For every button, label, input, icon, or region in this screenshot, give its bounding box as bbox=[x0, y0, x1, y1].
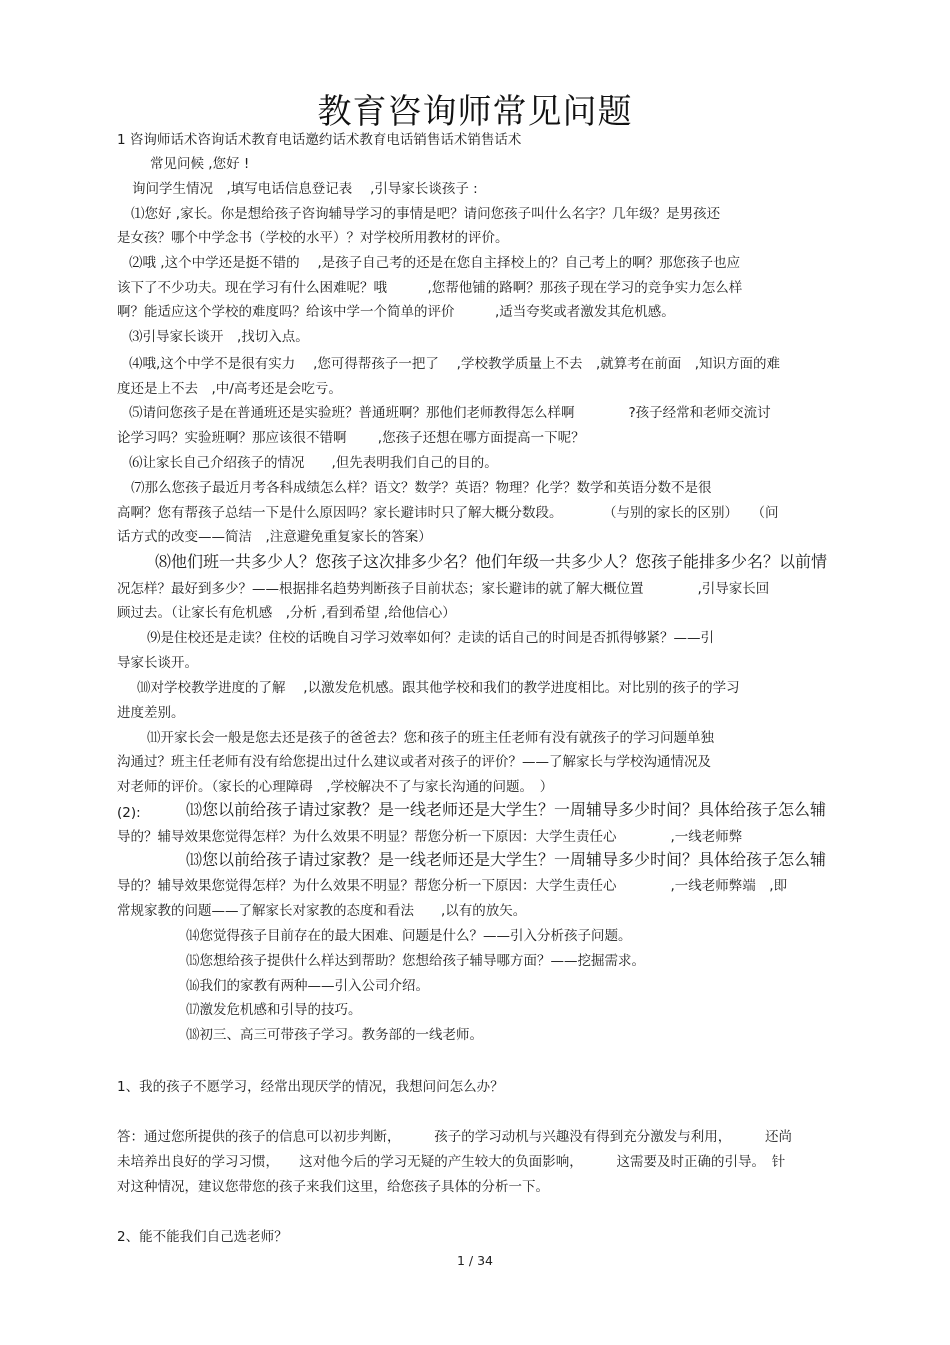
text-line: ⑹让家长自己介绍孩子的情况 ,但先表明我们自己的目的。 bbox=[129, 455, 498, 471]
document-title: 教育咨询师常见问题 bbox=[317, 92, 633, 132]
text-line: 对老师的评价。（家长的心理障碍 ,学校解决不了与家长沟通的问题。 ） bbox=[117, 779, 554, 795]
section-label: (2): bbox=[117, 805, 141, 821]
text-line: 况怎样？最好到多少？——根据排名趋势判断孩子目前状态；家长避讳的就了解大概位置 ,引导家长回 bbox=[117, 581, 770, 597]
text-line: 1 咨询师话术咨询话术教育电话邀约话术教育电话销售话术销售话术 bbox=[117, 132, 522, 148]
text-line: 是女孩？哪个中学念书（学校的水平）？对学校所用教材的评价。 bbox=[117, 230, 509, 246]
question-heading: 1、我的孩子不愿学习，经常出现厌学的情况，我想问问怎么办？ bbox=[117, 1079, 504, 1095]
text-line: ⑾开家长会一般是您去还是孩子的爸爸去？您和孩子的班主任老师有没有就孩子的学习问题单独 bbox=[147, 730, 714, 746]
text-line: ⒄激发危机感和引导的技巧。 bbox=[186, 1002, 362, 1018]
answer-line: 对这种情况，建议您带您的孩子来我们这里，给您孩子具体的分析一下。 bbox=[117, 1179, 549, 1195]
text-line: 导家长谈开。 bbox=[117, 655, 198, 671]
text-line: ⑵哦 ,这个中学还是挺不错的 ,是孩子自己考的还是在您自主择校上的？自己考上的啊？那您孩子也应 bbox=[129, 255, 741, 271]
text-line: 导的？辅导效果您觉得怎样？为什么效果不明显？帮您分析一下原因：大学生责任心 ,一线老师弊 bbox=[117, 829, 743, 845]
text-line: ⑽对学校教学进度的了解 ,以激发危机感。跟其他学校和我们的教学进度相比。对比别的孩子的学习 bbox=[137, 680, 740, 696]
text-line: ⒀您以前给孩子请过家教？是一线老师还是大学生？一周辅导多少时间？具体给孩子怎么辅 bbox=[186, 800, 827, 819]
text-line: ⒀您以前给孩子请过家教？是一线老师还是大学生？一周辅导多少时间？具体给孩子怎么辅 bbox=[186, 850, 827, 869]
question-heading: 2、能不能我们自己选老师？ bbox=[117, 1229, 288, 1245]
text-line: ⒁您觉得孩子目前存在的最大困难、问题是什么？——引入分析孩子问题。 bbox=[186, 928, 632, 944]
text-line: ⑺那么您孩子最近月考各科成绩怎么样？语文？数学？英语？物理？化学？数学和英语分数不是很 bbox=[131, 480, 712, 496]
text-line: ⑸请问您孩子是在普通班还是实验班？普通班啊？那他们老师教得怎么样啊 ?孩子经常和老师交流讨 bbox=[129, 405, 771, 421]
text-line: 度还是上不去 ,中/高考还是会吃亏。 bbox=[117, 381, 342, 397]
text-line: ⒂您想给孩子提供什么样达到帮助？您想给孩子辅导哪方面？——挖掘需求。 bbox=[186, 953, 645, 969]
text-line: 常见问候 ,您好 ! bbox=[150, 156, 250, 172]
text-line: 论学习吗？实验班啊？那应该很不错啊 ,您孩子还想在哪方面提高一下呢？ bbox=[117, 430, 585, 446]
text-line: ⑶引导家长谈开 ,找切入点。 bbox=[129, 329, 309, 345]
answer-line: 未培养出良好的学习习惯， 这对他今后的学习无疑的产生较大的负面影响， 这需要及时正确的引导。 针 bbox=[117, 1154, 786, 1170]
text-line: 高啊？您有帮孩子总结一下是什么原因吗？家长避讳时只了解大概分数段。 （与别的家长的区别） （问 bbox=[117, 505, 779, 521]
text-line: ⑼是住校还是走读？住校的话晚自习学习效率如何？走读的话自己的时间是否抓得够紧？——引 bbox=[147, 630, 714, 646]
text-line: ⑴您好 ,家长。你是想给孩子咨询辅导学习的事情是吧？请问您孩子叫什么名字？几年级？是男孩还 bbox=[131, 206, 721, 222]
text-line: ⒅初三、高三可带孩子学习。教务部的一线老师。 bbox=[186, 1027, 483, 1043]
text-line: 常规家教的问题——了解家长对家教的态度和看法 ,以有的放矢。 bbox=[117, 903, 527, 919]
text-line: 导的？辅导效果您觉得怎样？为什么效果不明显？帮您分析一下原因：大学生责任心 ,一线老师弊端 ,即 bbox=[117, 878, 788, 894]
text-line: 啊？能适应这个学校的难度吗？给该中学一个简单的评价 ,适当夸奖或者激发其危机感。 bbox=[117, 304, 675, 320]
text-line: ⒃我们的家教有两种——引入公司介绍。 bbox=[186, 978, 429, 994]
text-line: 沟通过？班主任老师有没有给您提出过什么建议或者对孩子的评价？——了解家长与学校沟通情况及 bbox=[117, 754, 711, 770]
text-line: ⑻他们班一共多少人？您孩子这次排多少名？他们年级一共多少人？您孩子能排多少名？以前情 bbox=[155, 552, 828, 571]
answer-line: 答：通过您所提供的孩子的信息可以初步判断， 孩子的学习动机与兴趣没有得到充分激发与利用， 还尚 bbox=[117, 1129, 792, 1145]
text-line: 该下了不少功夫。现在学习有什么困难呢？哦 ,您帮他铺的路啊？那孩子现在学习的竞争实力怎么样 bbox=[117, 280, 743, 296]
text-line: 询问学生情况 ,填写电话信息登记表 ,引导家长谈孩子 : bbox=[132, 181, 478, 197]
page-number: 1 / 34 bbox=[456, 1253, 494, 1268]
text-line: 进度差别。 bbox=[117, 705, 185, 721]
text-line: 话方式的改变——简洁 ,注意避免重复家长的答案） bbox=[117, 529, 432, 545]
text-line: ⑷哦,这个中学不是很有实力 ,您可得帮孩子一把了 ,学校教学质量上不去 ,就算考在前面 ,知识方面的难 bbox=[129, 356, 781, 372]
text-line: 顾过去。（让家长有危机感 ,分析 ,看到希望 ,给他信心） bbox=[117, 605, 456, 621]
